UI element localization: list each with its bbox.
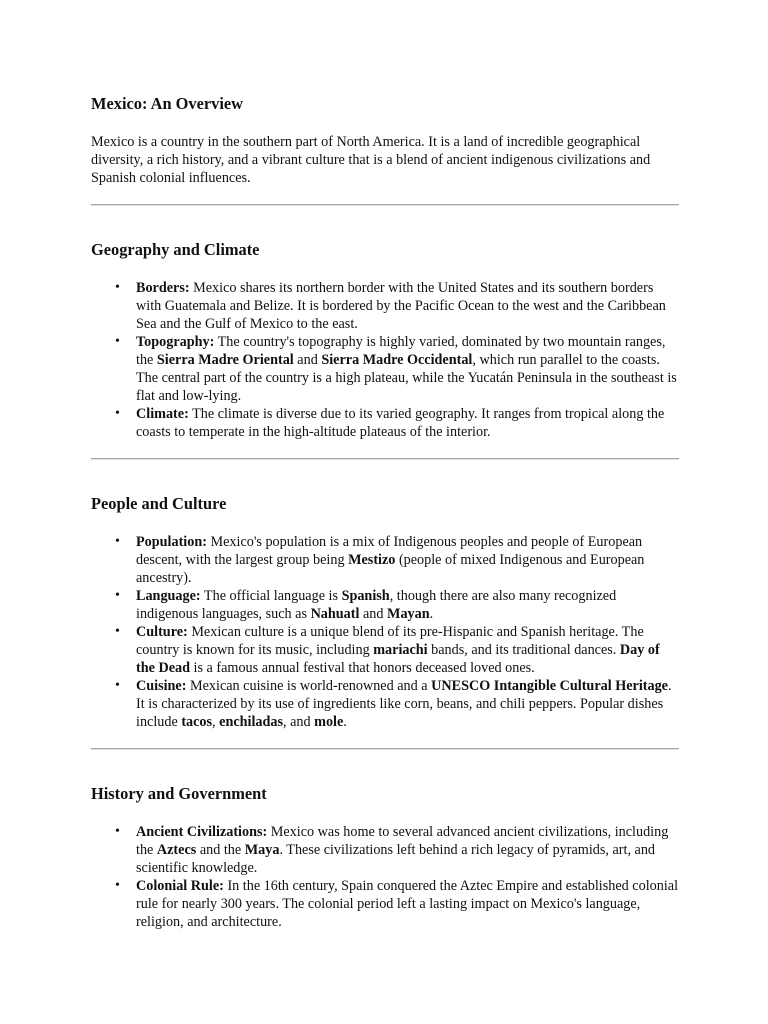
- list-item: [136, 623, 679, 677]
- bold-text: Sierra Madre Occidental: [321, 352, 473, 368]
- text-run: , though there are also many recognized indigenous languages, such as: [136, 588, 617, 622]
- text-run: Mexico shares its northern border with the United States and its southern borders with Guatemala and Belize. It is bordered by the Pacific Ocean to the west and the Caribbean Sea and the Gulf of Mexico to the east.: [136, 280, 666, 332]
- bold-text: Cuisine:: [136, 678, 187, 694]
- text-run: Mexico was home to several advanced ancient civilizations, including the: [136, 824, 669, 858]
- bullet-list: [91, 533, 679, 731]
- bold-text: enchiladas: [219, 714, 283, 730]
- bold-text: Population:: [136, 534, 207, 550]
- section-divider: [91, 748, 679, 750]
- bold-text: Mayan: [387, 606, 430, 622]
- bold-text: Mestizo: [348, 552, 396, 568]
- text-run: Mexican cuisine is world-renowned and a: [186, 678, 432, 694]
- text-run: The official language is: [200, 588, 342, 604]
- text-run: (people of mixed Indigenous and European ancestry).: [136, 552, 645, 586]
- bold-text: Ancient Civilizations:: [136, 824, 268, 840]
- text-run: , which run parallel to the coasts. The central part of the country is a high plateau, while the Yucatán Peninsula in the southeast is flat and low-lying.: [136, 352, 677, 404]
- intro-paragraph: Mexico is a country in the southern part of North America. It is a land of incredible geographical diversity, a rich history, and a vibrant culture that is a blend of ancient indigenous civilizations and Spanish colonial influences.: [91, 134, 651, 186]
- text-run: The country's topography is highly varied, dominated by two mountain ranges, the: [136, 334, 666, 368]
- list-item: [136, 279, 679, 333]
- bold-text: Aztecs: [156, 842, 197, 858]
- section-divider: [91, 204, 679, 206]
- bold-text: Colonial Rule:: [136, 878, 224, 894]
- document-body: [91, 86, 679, 931]
- text-run: .: [429, 606, 434, 622]
- bold-text: Language:: [136, 588, 201, 604]
- text-run: ,: [212, 714, 220, 730]
- bold-text: Climate:: [136, 406, 189, 422]
- list-item: [136, 587, 679, 623]
- text-run: Mexican culture is a unique blend of its pre-Hispanic and Spanish heritage. The country is known for its music, including: [136, 624, 644, 658]
- text-run: bands, and its traditional dances.: [427, 642, 620, 658]
- section-heading: History and Government: [91, 784, 267, 803]
- bold-text: Spanish: [341, 588, 390, 604]
- bold-text: UNESCO Intangible Cultural Heritage: [431, 678, 668, 694]
- text-run: is a famous annual festival that honors deceased loved ones.: [190, 660, 535, 676]
- bold-text: Topography:: [136, 334, 215, 350]
- list-item: [136, 823, 679, 877]
- text-run: and the: [196, 842, 245, 858]
- text-run: .: [343, 714, 347, 730]
- bold-text: Culture:: [136, 624, 188, 640]
- list-item: [136, 877, 679, 931]
- bold-text: tacos: [181, 714, 213, 730]
- list-item: [136, 533, 679, 587]
- bold-text: Nahuatl: [310, 606, 360, 622]
- text-run: . These civilizations left behind a rich legacy of pyramids, art, and scientific knowledge.: [136, 842, 656, 876]
- bullet-list: [91, 823, 679, 931]
- section-heading: People and Culture: [91, 494, 227, 513]
- bold-text: mole: [314, 714, 344, 730]
- text-run: and: [359, 606, 388, 622]
- text-run: In the 16th century, Spain conquered the Aztec Empire and established colonial rule for nearly 300 years. The colonial period left a lasting impact on Mexico's language, religion, and architecture.: [136, 878, 679, 930]
- text-run: . It is characterized by its use of ingredients like corn, beans, and chili peppers. Popular dishes include: [136, 678, 672, 730]
- text-run: , and: [283, 714, 315, 730]
- text-run: Mexico's population is a mix of Indigenous peoples and people of European descent, with the largest group being: [136, 534, 643, 568]
- page-title: Mexico: An Overview: [91, 94, 244, 113]
- list-item: [136, 405, 679, 441]
- text-run: The climate is diverse due to its varied geography. It ranges from tropical along the coasts to temperate in the high-altitude plateaus of the interior.: [136, 406, 665, 440]
- section-heading: Geography and Climate: [91, 240, 260, 259]
- bold-text: Borders:: [136, 280, 190, 296]
- bullet-list: [91, 279, 679, 441]
- bold-text: Day of the Dead: [136, 642, 660, 676]
- bold-text: Sierra Madre Oriental: [156, 352, 294, 368]
- bold-text: Maya: [244, 842, 280, 858]
- sections-container: [91, 204, 679, 931]
- bold-text: mariachi: [373, 642, 428, 658]
- section-divider: [91, 458, 679, 460]
- text-run: and: [293, 352, 322, 368]
- list-item: [136, 677, 679, 731]
- list-item: [136, 333, 679, 405]
